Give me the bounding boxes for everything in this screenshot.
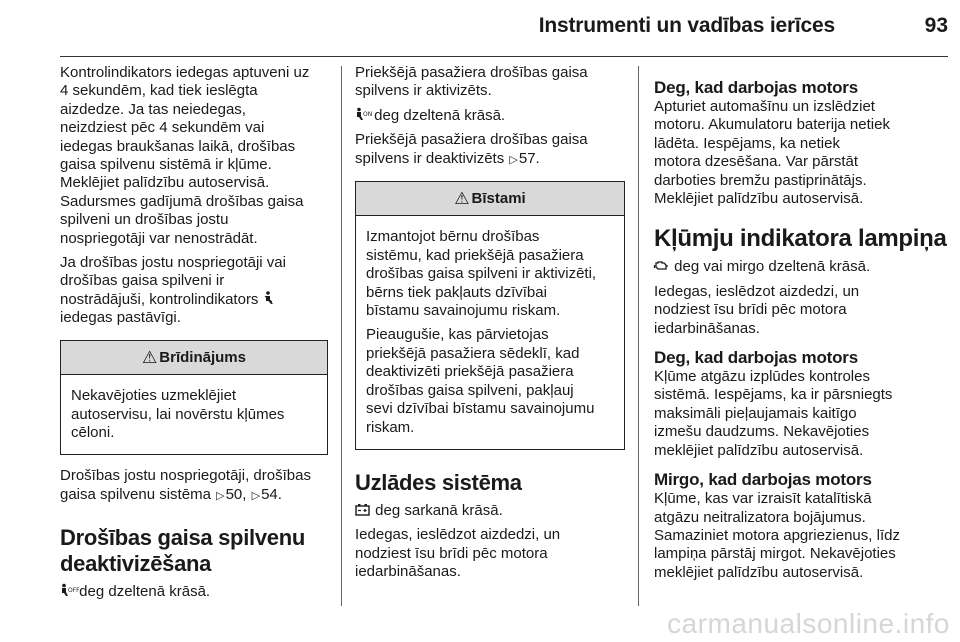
reference-arrow-icon: ▷ xyxy=(216,489,225,502)
danger-box-body xyxy=(356,216,624,448)
watermark: carmanualsonline.info xyxy=(667,608,950,639)
warning-triangle-icon: ⚠ xyxy=(454,189,470,209)
charging-status: deg sarkanā krāsā. xyxy=(375,501,503,519)
paragraph-malfunction-behavior: Iedegas, ieslēdzot aizdedzi, un nodziest īsu brīdi pēc motora iedarbināšanas. xyxy=(654,282,860,337)
reference-arrow-icon: ▷ xyxy=(509,153,518,166)
paragraph-airbag-on xyxy=(355,107,625,125)
danger-box-header xyxy=(356,182,624,216)
paragraph-references xyxy=(60,467,328,505)
warning-box-body xyxy=(61,375,327,454)
paragraph-emission-fault: Kļūme atgāzu izplūdes kontroles sistēmā. Iespējams, ka ir pārsniegts maksimāli pieļaujamais kaitīgo izmešu daudzums. Nekavējoties meklējiet palīdzību autoservisā. xyxy=(654,368,893,459)
warning-box-header xyxy=(61,341,327,375)
warning-box-title: Brīdinājums xyxy=(159,348,246,366)
paragraph-charging-behavior: Iedegas, ieslēdzot aizdedzi, un nodziest īsu brīdi pēc motora iedarbināšanas. xyxy=(355,526,561,581)
battery-icon xyxy=(355,503,370,518)
paragraph-airbag-deactivated xyxy=(355,131,625,169)
airbag-off-icon xyxy=(60,583,80,599)
passenger-airbag-on-icon xyxy=(355,107,373,123)
check-engine-icon xyxy=(654,259,669,274)
paragraph-airbag-off xyxy=(60,583,328,601)
column-1 xyxy=(60,64,328,606)
malfunction-status: deg vai mirgo dzeltenā krāsā. xyxy=(674,258,871,276)
column-2 xyxy=(355,64,625,606)
references-text: Drošības jostu nospriegotāji, drošības gaisa spilvenu sistēma xyxy=(60,467,311,503)
airbag-deactivated-text: Priekšējā pasažiera drošības gaisa spilvens ir deaktivizēts xyxy=(355,131,588,167)
paragraph-airbag-activated: Priekšējā pasažiera drošības gaisa spilvens ir aktivizēts. xyxy=(355,64,588,100)
page-header-title: Instrumenti un vadības ierīces xyxy=(538,14,835,37)
section-heading-airbag-deactivation: Drošības gaisa spilvenu deaktivizēšana xyxy=(60,525,305,577)
paragraph-stop-vehicle: Apturiet automašīnu un izslēdziet motoru. Akumulatoru baterija netiek lādēta. Iespējams, ka netiek motora dzesēšana. Var pārstāt darboties bremžu pastiprinātājs. Meklējiet palīdzību autoservisā. xyxy=(654,98,890,208)
airbag-off-status: deg dzeltenā krāsā. xyxy=(79,583,211,601)
seatbelt-airbag-warning-icon xyxy=(263,291,275,307)
header-divider xyxy=(60,56,948,57)
reference-page-3[interactable]: 57. xyxy=(518,149,540,167)
column-divider-2 xyxy=(638,66,639,606)
warning-triangle-icon: ⚠ xyxy=(142,347,158,367)
warning-box-text: Nekavējoties uzmeklējiet autoservisu, lai novērstu kļūmes cēloni. xyxy=(71,387,285,441)
paragraph-charging-indicator xyxy=(355,502,625,520)
paragraph-malfunction-indicator xyxy=(654,258,950,276)
reference-page-1[interactable]: 50, xyxy=(225,485,247,503)
paragraph-indicator-behavior: Kontrolindikators iedegas aptuveni uz 4 sekundēm, kad tiek ieslēgta aizdedze. Ja tas neiedegas, neizdziest pēc 4 sekundēm vai iedegas braukšanas laikā, drošības gaisa spilvenu sistēmā ir kļūme. Meklējiet palīdzību autoservisā. Sadursmes gadījumā drošības gaisa spilveni un drošības jostu nospriegotāji var nenostrādāt. xyxy=(60,64,310,247)
danger-box xyxy=(355,181,625,450)
reference-arrow-icon: ▷ xyxy=(251,489,261,502)
danger-box-text-2: Pieaugušie, kas pārvietojas priekšējā pasažiera sēdeklī, kad deaktivizēti priekšējā pasažiera drošības gaisa spilveni, pakļauj sevi dzīvībai bīstamu savainojumu riskam. xyxy=(366,326,595,436)
danger-box-title: Bīstami xyxy=(471,190,526,208)
paragraph-tensioner-text: Ja drošības jostu nospriegotāji vai drošības gaisa spilveni ir nostrādājuši, kontrolindikators xyxy=(60,254,286,308)
svg-text:OFF: OFF xyxy=(68,587,80,595)
paragraph-catalytic-fault: Kļūme, kas var izraisīt katalītiskā atgāzu neitralizatora bojājumus. Samaziniet motora apgriezienus, līdz lampiņa pārstāj mirgot. Nekavējoties meklējiet palīdzību autoservisā. xyxy=(654,490,900,581)
reference-page-2[interactable]: 54. xyxy=(261,485,282,503)
paragraph-tensioner-deployed xyxy=(60,254,328,328)
page-number: 93 xyxy=(924,14,948,37)
svg-text:ON: ON xyxy=(363,110,373,118)
subheading-engine-running-1: Deg, kad darbojas motors xyxy=(654,78,858,97)
paragraph-tensioner-end: iedegas pastāvīgi. xyxy=(60,309,181,327)
section-heading-charging-system: Uzlādes sistēma xyxy=(355,469,522,495)
airbag-on-status: deg dzeltenā krāsā. xyxy=(374,106,506,124)
subheading-blinking-engine-running: Mirgo, kad darbojas motors xyxy=(654,470,872,490)
column-3 xyxy=(654,64,950,606)
column-divider-1 xyxy=(341,66,342,606)
subheading-engine-running-2: Deg, kad darbojas motors xyxy=(654,348,858,368)
danger-box-text-1: Izmantojot bērnu drošības sistēmu, kad priekšējā pasažiera drošības gaisa spilveni ir aktivizēti, bērns tiek pakļauts dzīvībai bīstamu savainojumu riskam. xyxy=(366,228,597,320)
section-heading-malfunction-lamp: Kļūmju indikatora lampiņa xyxy=(654,225,947,253)
warning-box xyxy=(60,340,328,456)
